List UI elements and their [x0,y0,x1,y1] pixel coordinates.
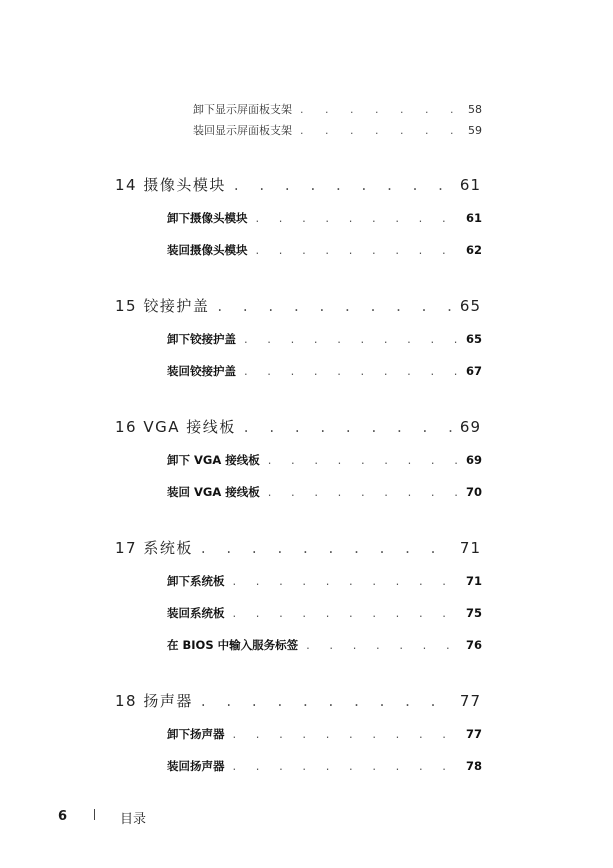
toc-section-title: 装回铰接护盖 [167,364,236,378]
toc-chapter-title: 16 VGA 接线板 [115,418,236,436]
toc-chapter-page: 69 [459,418,481,436]
toc-section [167,726,482,742]
toc-entry [193,122,482,138]
toc-section-title: 卸下扬声器 [167,727,225,741]
toc-chapter [115,416,481,437]
toc-chapter-title: 15 铰接护盖 [115,297,210,315]
toc-section [167,637,482,653]
dot-leader [260,453,462,467]
toc-section-title: 装回扬声器 [167,759,225,773]
toc-section-page: 61 [465,211,482,225]
toc-section [167,484,482,500]
toc-chapter-title: 18 扬声器 [115,692,193,710]
dot-leader [225,606,462,620]
toc-section-title: 卸下系统板 [167,574,225,588]
dot-leader [236,418,456,436]
toc-section-page: 70 [465,485,482,499]
dot-leader [225,759,462,773]
dot-leader [248,243,462,257]
toc-section-page: 69 [465,453,482,467]
toc-section-title: 装回摄像头模块 [167,243,248,257]
dot-leader [225,574,462,588]
toc-section-page: 77 [465,727,482,741]
dot-leader [226,176,456,194]
toc-chapter-title: 14 摄像头模块 [115,176,226,194]
toc-section-page: 75 [465,606,482,620]
toc-chapter [115,174,481,195]
toc-section-page: 62 [465,243,482,257]
dot-leader [236,364,462,378]
toc-section [167,242,482,258]
toc-section-page: 71 [465,574,482,588]
toc-section-page: 67 [465,364,482,378]
dot-leader [292,103,464,116]
toc-section-page: 65 [465,332,482,346]
toc-chapter-page: 65 [459,297,481,315]
toc-section [167,605,482,621]
dot-leader [292,124,464,137]
toc-chapter-page: 61 [459,176,481,194]
toc-section-title: 在 BIOS 中输入服务标签 [167,638,299,652]
toc-entry-title: 装回显示屏面板支架 [193,124,292,137]
toc-chapter [115,295,481,316]
toc-section-title: 装回 VGA 接线板 [167,485,260,499]
toc-section-title: 卸下摄像头模块 [167,211,248,225]
toc-section [167,363,482,379]
toc-entry-page: 59 [468,124,482,137]
dot-leader [260,485,462,499]
toc-chapter-page: 71 [459,539,481,557]
dot-leader [193,539,456,557]
toc-section [167,452,482,468]
dot-leader [193,692,456,710]
dot-leader [209,297,456,315]
toc-chapter [115,690,481,711]
toc-section [167,210,482,226]
toc-section-page: 76 [465,638,482,652]
dot-leader [298,638,462,652]
toc-entry [193,101,482,117]
footer-section-title: 目录 [120,812,147,827]
dot-leader [225,727,462,741]
toc-chapter-title: 17 系统板 [115,539,193,557]
footer-divider [94,809,95,820]
footer-page-number: 6 [58,809,68,824]
toc-section [167,758,482,774]
toc-chapter-page: 77 [459,692,481,710]
toc-chapter [115,537,481,558]
dot-leader [236,332,462,346]
toc-entry-page: 58 [468,103,482,116]
toc-section-page: 78 [465,759,482,773]
toc-section [167,573,482,589]
toc-section-title: 卸下 VGA 接线板 [167,453,260,467]
toc-entry-title: 卸下显示屏面板支架 [193,103,292,116]
toc-section-title: 装回系统板 [167,606,225,620]
toc-section [167,331,482,347]
dot-leader [248,211,462,225]
toc-section-title: 卸下铰接护盖 [167,332,236,346]
